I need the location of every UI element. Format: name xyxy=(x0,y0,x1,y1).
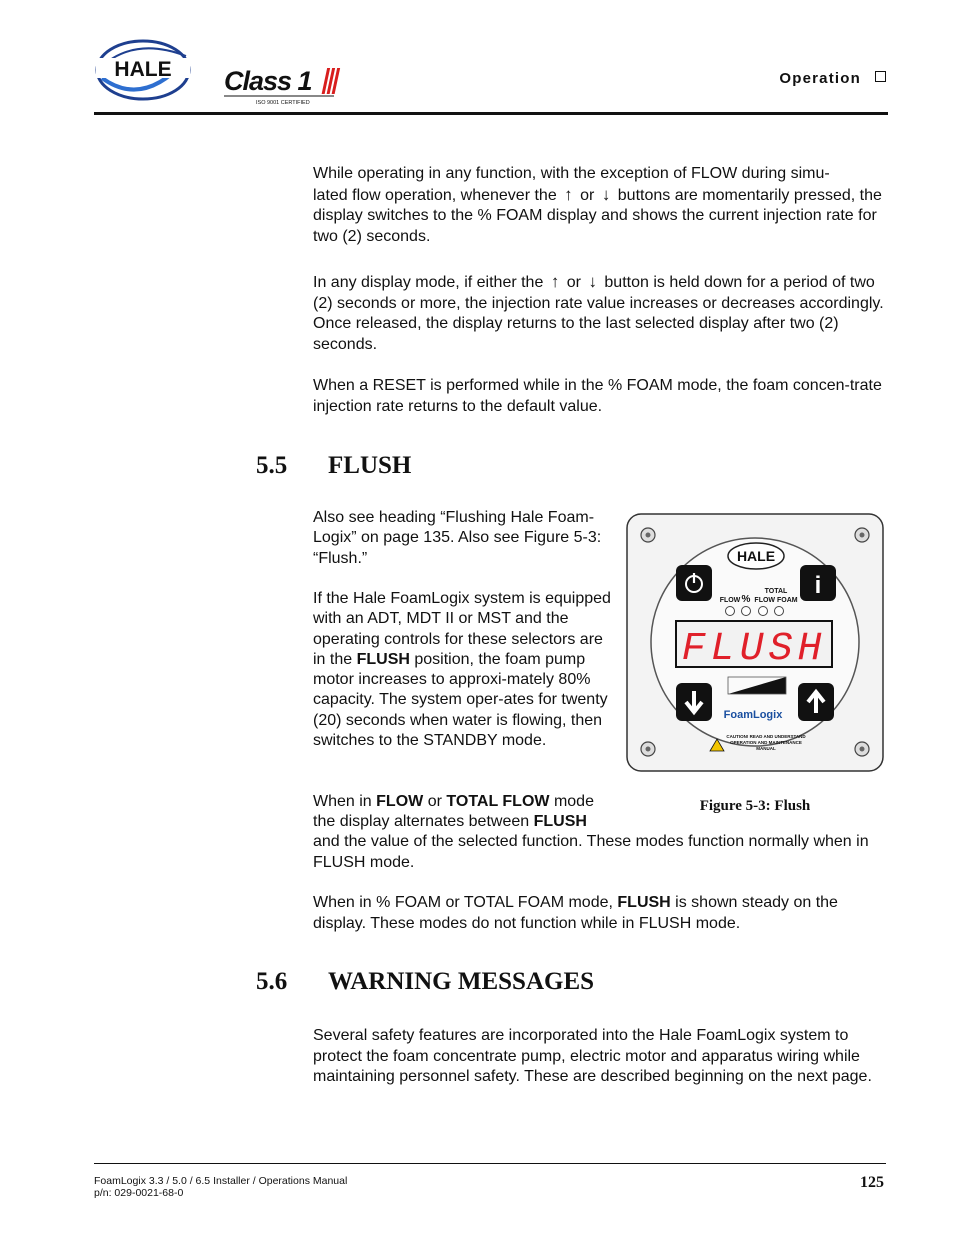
down-arrow-icon: ↓ xyxy=(601,184,611,204)
flush-paragraph-3-top: When in FLOW or TOTAL FLOW mode the display alternates between FLUSH xyxy=(313,793,594,831)
intro-paragraph-1: While operating in any function, with the exception of FLOW during simu- lated flow operation, whenever the ↑ or ↓ buttons are momentarily pressed, the display switches to the % FOAM display and shows the current injection rate for two (2) seconds. xyxy=(313,165,882,245)
page-number: 125 xyxy=(860,1174,884,1191)
section-title: WARNING MESSAGES xyxy=(328,968,595,995)
svg-text:CAUTION! READ AND UNDERSTAND: CAUTION! READ AND UNDERSTAND xyxy=(726,734,806,739)
foamlogix-control-panel-figure xyxy=(626,513,884,772)
hale-logo-text: HALE xyxy=(114,58,172,81)
up-arrow-icon: ↑ xyxy=(550,272,560,291)
hale-logo xyxy=(94,38,192,102)
svg-text:TOTAL: TOTAL xyxy=(764,588,788,595)
flush-paragraph-1: Also see heading “Flushing Hale Foam-Logix” on page 135. Also see Figure 5-3: “Flush.” xyxy=(313,509,602,567)
up-arrow-icon: ↑ xyxy=(564,184,573,204)
svg-text:FLOW: FLOW xyxy=(719,597,741,604)
warning-paragraph-1: Several safety features are incorporated into the Hale FoamLogix system to protect the foam concentrate pump, electric motor and apparatus wiring while maintaining personnel safety. These are described beginning on the next page. xyxy=(313,1027,872,1085)
section-name: Operation xyxy=(779,70,861,87)
intro-paragraph-3: When a RESET is performed while in the % FOAM mode, the foam concen-trate injection rate returns to the default value. xyxy=(313,377,882,415)
footer-rule xyxy=(94,1163,886,1164)
down-arrow-icon: ↓ xyxy=(588,272,597,291)
flush-paragraph-4: When in % FOAM or TOTAL FOAM mode, FLUSH is shown steady on the display. These modes do not function while in FLUSH mode. xyxy=(313,894,838,932)
footer-manual-title xyxy=(94,1175,347,1199)
part-number: p/n: 029-0021-68-0 xyxy=(94,1187,184,1199)
svg-text:OPERATION AND MAINTENANCE: OPERATION AND MAINTENANCE xyxy=(730,740,802,745)
flush-paragraph-2: If the Hale FoamLogix system is equipped with an ADT, MDT II or MST and the operating controls for these selectors are in the FLUSH position, the foam pump motor increases to approxi-mately 80% capacity. The system oper-ates for twenty (20) seconds when water is flowing, then switches to the STANDBY mode. xyxy=(313,590,611,750)
class1-logo-text: Class 1 xyxy=(224,66,312,96)
panel-hale-logo: HALE xyxy=(736,548,776,564)
figure-caption: Figure 5-3: Flush xyxy=(699,798,811,814)
manual-title: FoamLogix 3.3 / 5.0 / 6.5 Installer / Operations Manual xyxy=(94,1175,348,1187)
led-display-text: FLUSH xyxy=(681,627,827,672)
section-number: 5.5 xyxy=(256,452,288,479)
svg-text:MANUAL: MANUAL xyxy=(756,746,776,751)
section-heading-warning-messages xyxy=(256,968,594,996)
checkbox-icon xyxy=(875,71,886,82)
info-icon: i xyxy=(814,572,822,599)
section-title: FLUSH xyxy=(328,452,412,479)
class1-logo xyxy=(222,64,344,106)
product-name: FoamLogix xyxy=(723,709,783,721)
header-section-label xyxy=(700,70,886,87)
intro-paragraph-2: In any display mode, if either the ↑ or ↓ button is held down for a period of two (2) seconds or more, the injection rate value increases or decreases accordingly. Once released, the display returns to the last selected display after two (2) seconds. xyxy=(313,272,884,353)
svg-text:FLOW FOAM: FLOW FOAM xyxy=(754,597,798,604)
flush-paragraph-3-bottom: and the value of the selected function. These modes function normally when in FLUSH mode. xyxy=(313,833,869,871)
header-rule xyxy=(94,112,888,115)
section-number: 5.6 xyxy=(256,968,288,995)
svg-text:%: % xyxy=(741,594,751,605)
iso-certified-text: ISO 9001 CERTIFIED xyxy=(256,100,310,106)
section-heading-flush xyxy=(256,452,411,480)
